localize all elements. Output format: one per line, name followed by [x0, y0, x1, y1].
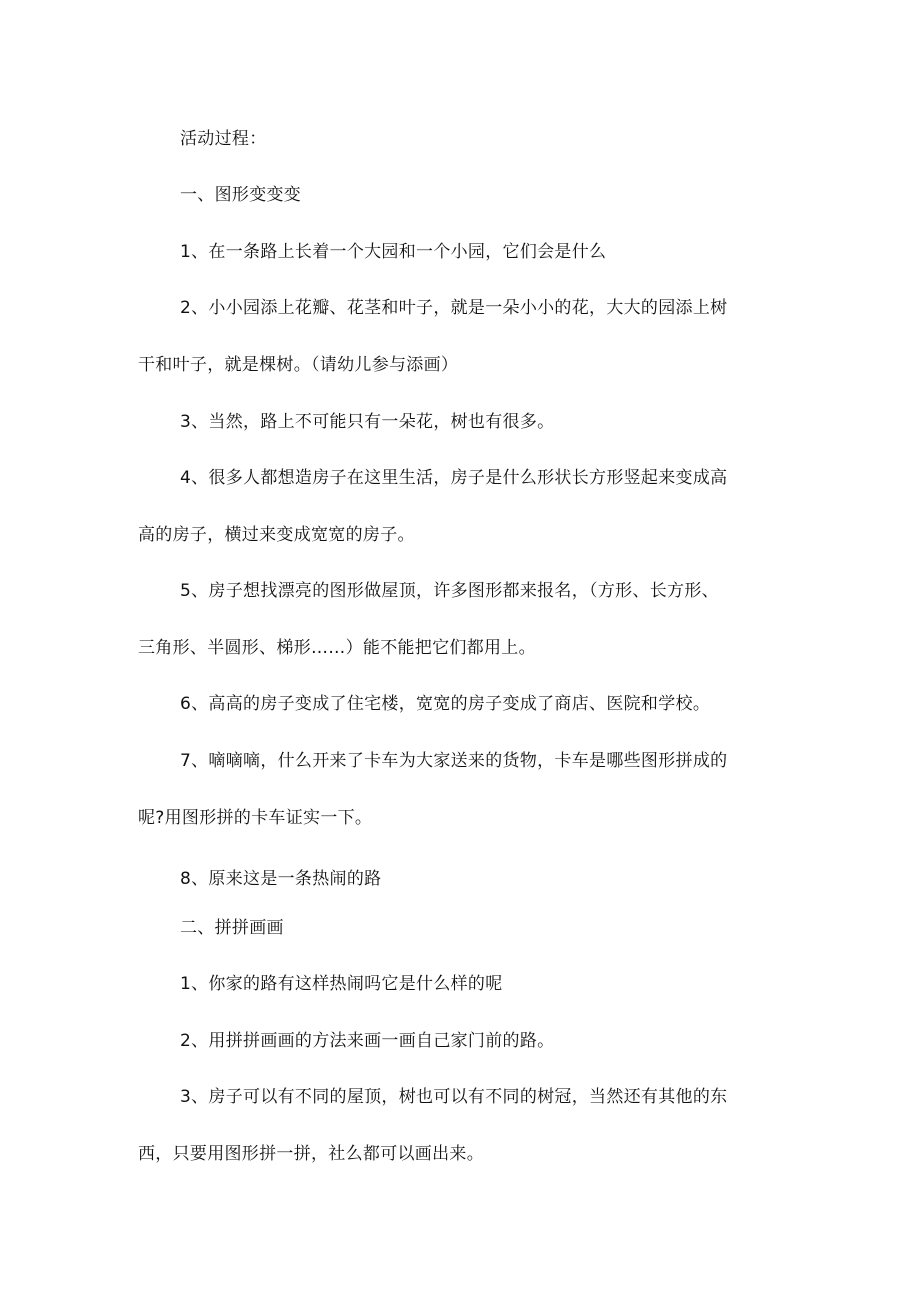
paragraph-7-line-1: 7、嘀嘀嘀，什么开来了卡车为大家送来的货物，卡车是哪些图形拼成的: [180, 751, 728, 771]
paragraph-4-line-1: 4、很多人都想造房子在这里生活，房子是什么形状长方形竖起来变成高: [180, 468, 728, 488]
paragraph-8: 8、原来这是一条热闹的路: [180, 869, 382, 889]
paragraph-11-line-1: 3、房子可以有不同的屋顶，树也可以有不同的树冠，当然还有其他的东: [180, 1087, 728, 1107]
paragraph-9: 1、你家的路有这样热闹吗它是什么样的呢: [180, 974, 503, 994]
paragraph-3: 3、当然，路上不可能只有一朵花，树也有很多。: [180, 412, 555, 432]
paragraph-7-line-2: 呢?用图形拼的卡车证实一下。: [138, 808, 373, 828]
paragraph-6: 6、高高的房子变成了住宅楼，宽宽的房子变成了商店、医院和学校。: [180, 694, 711, 714]
section-heading-shapes-change: 一、图形变变变: [180, 185, 302, 205]
paragraph-2-line-2: 干和叶子，就是棵树。（请幼儿参与添画）: [138, 355, 459, 375]
section-heading-collage-drawing: 二、拼拼画画: [180, 918, 284, 938]
paragraph-1: 1、在一条路上长着一个大园和一个小园，它们会是什么: [180, 242, 607, 262]
paragraph-5-line-2: 三角形、半圆形、梯形……）能不能把它们都用上。: [138, 638, 536, 658]
paragraph-10: 2、用拼拼画画的方法来画一画自己家门前的路。: [180, 1031, 555, 1051]
section-heading-activity-process: 活动过程：: [180, 129, 267, 149]
paragraph-4-line-2: 高的房子，横过来变成宽宽的房子。: [138, 525, 415, 545]
paragraph-5-line-1: 5、房子想找漂亮的图形做屋顶，许多图形都来报名，（方形、长方形、: [180, 581, 719, 601]
paragraph-2-line-1: 2、小小园添上花瓣、花茎和叶子，就是一朵小小的花，大大的园添上树: [180, 298, 728, 318]
paragraph-11-line-2: 西，只要用图形拼一拼，社么都可以画出来。: [138, 1144, 484, 1164]
